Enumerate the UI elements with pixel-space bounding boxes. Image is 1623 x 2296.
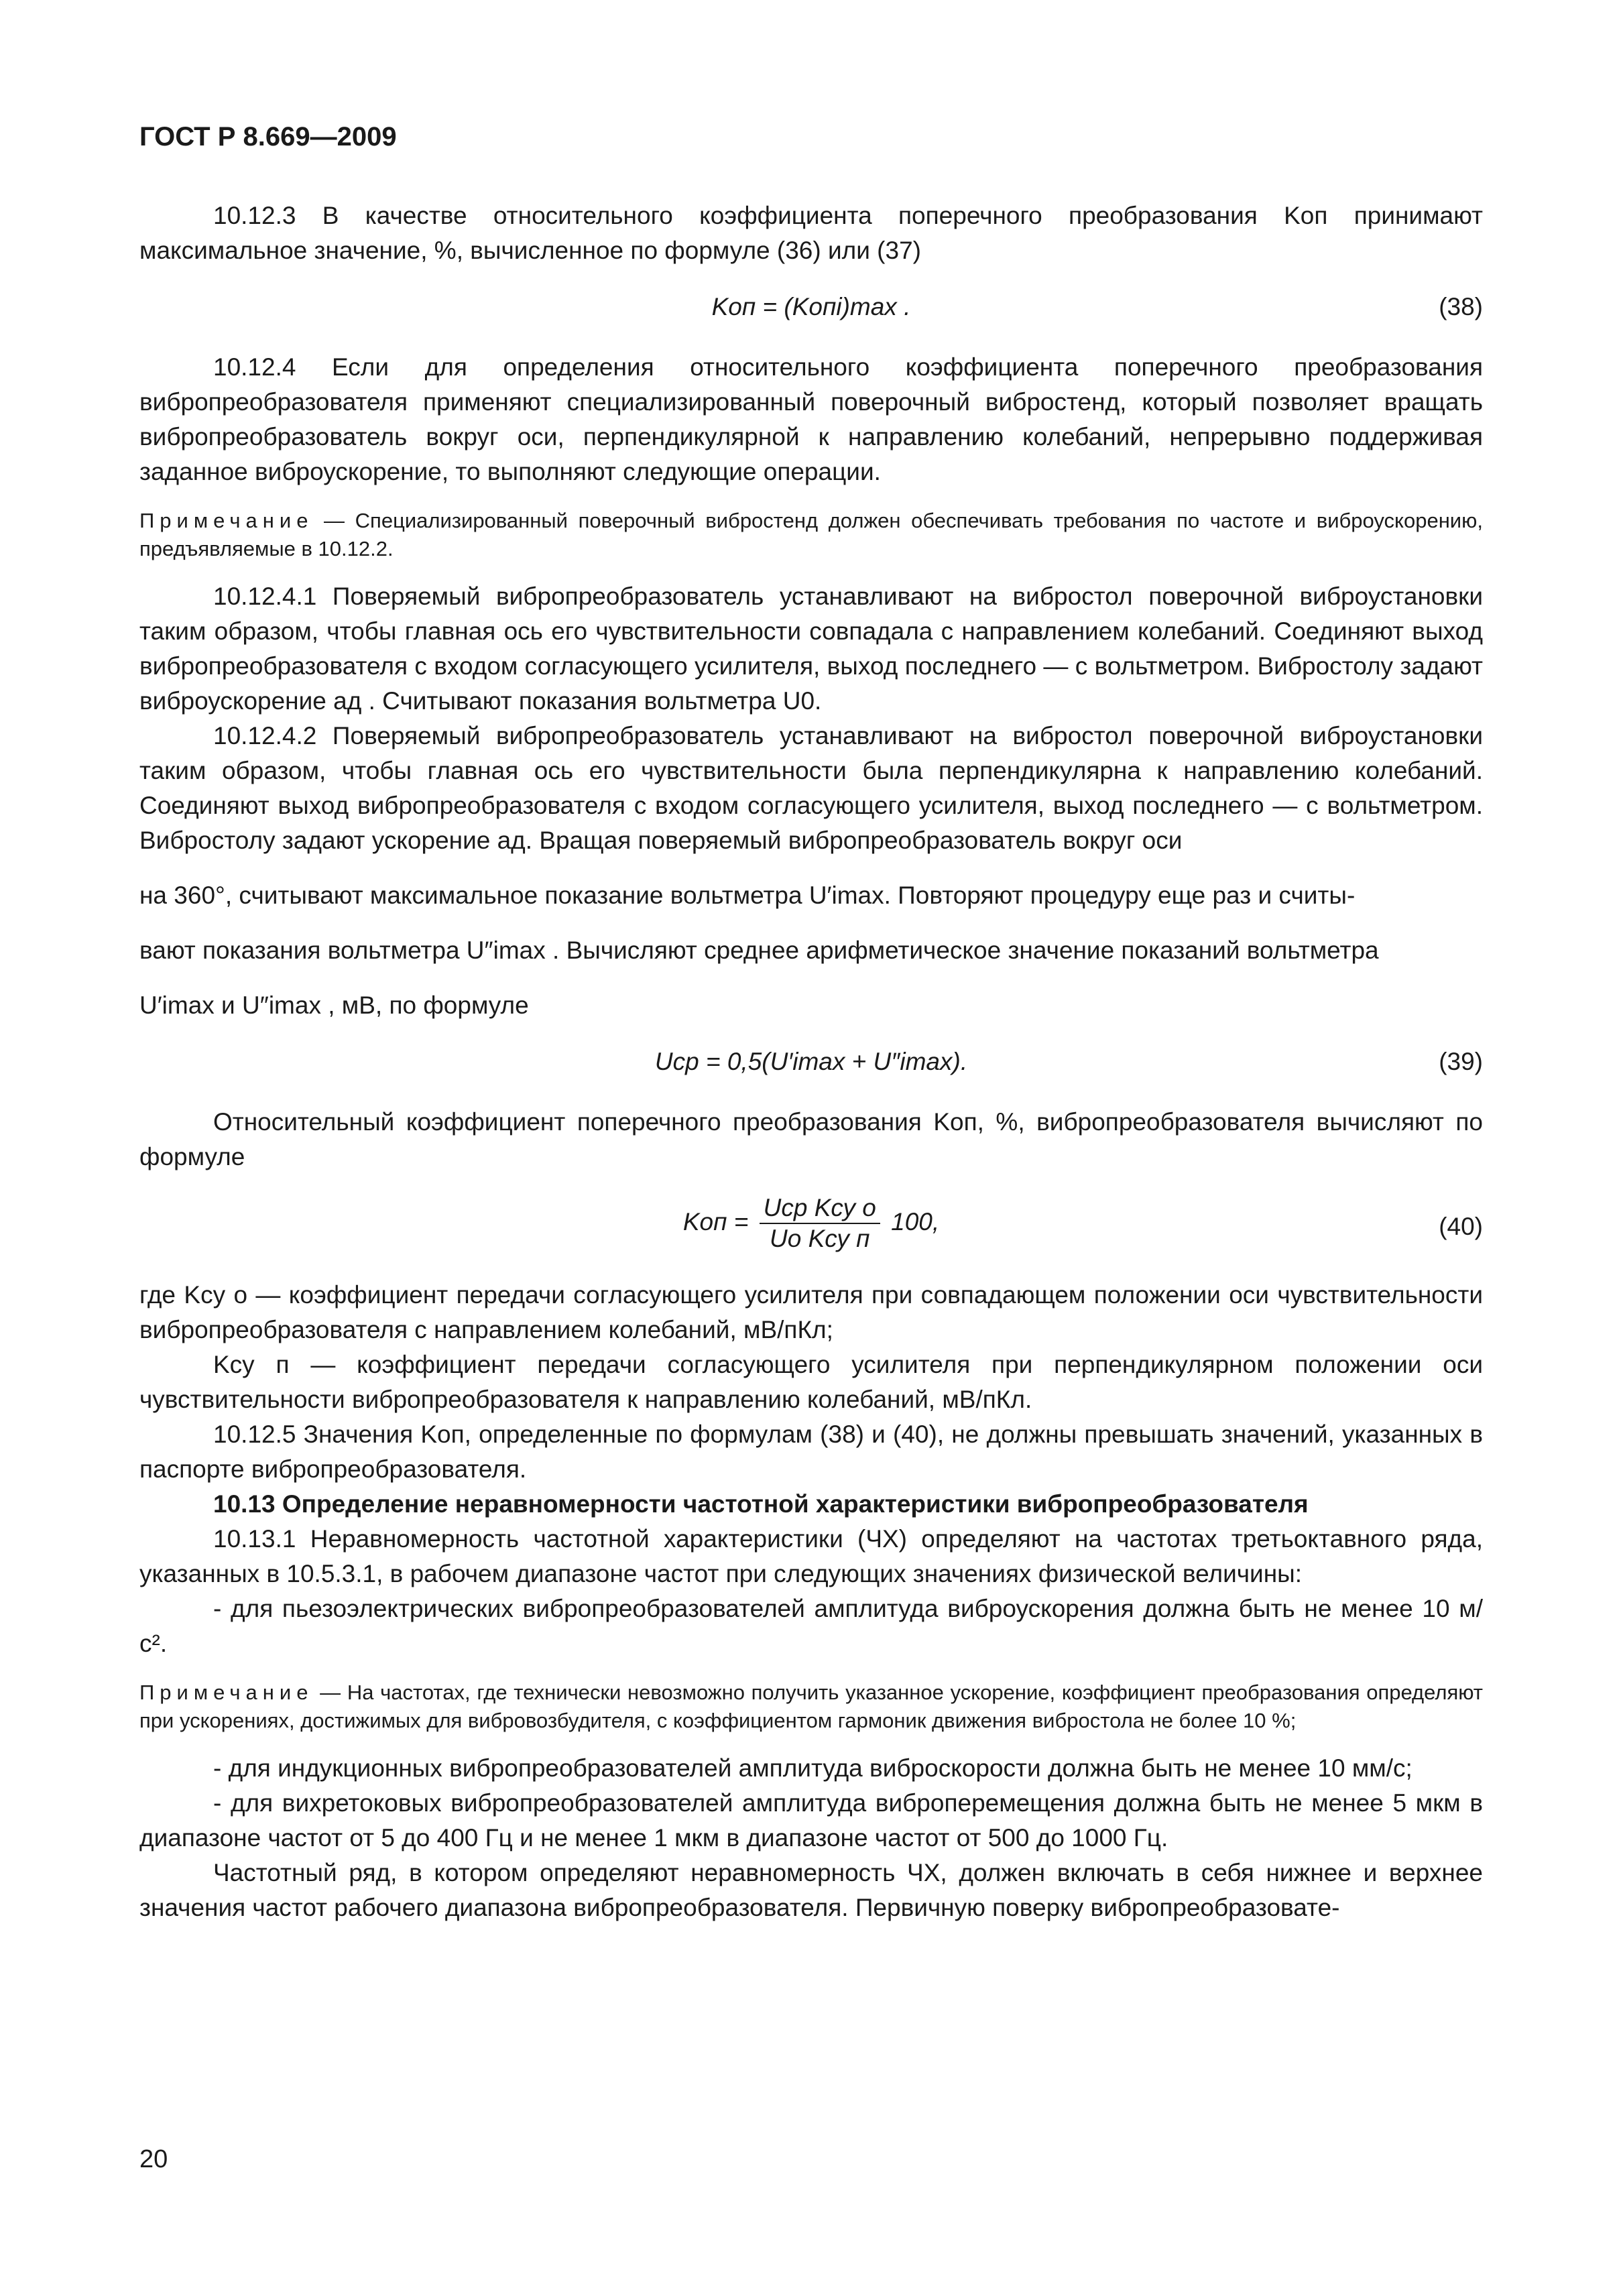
formula-39: [139, 1038, 1483, 1090]
note-1-text: — Специализированный поверочный вибростенд должен обеспечивать требования по частоте и виброускорению, предъявляемые в 10.12.2.: [139, 509, 1483, 560]
page-body: [139, 198, 1483, 1925]
list-item-induction: - для индукционных вибропреобразователей амплитуда виброскорости должна быть не менее 10 мм/с;: [213, 1754, 1412, 1782]
paragraph-10-12-5: 10.12.5 Значения Kоп, определенные по формулам (38) и (40), не должны превышать значений, указанных в паспорте вибропреобразователя.: [139, 1421, 1483, 1483]
formula-40-expression: [139, 1193, 1483, 1254]
formula-40-lhs: Kоп =: [682, 1207, 749, 1235]
paragraph-frequency-series: Частотный ряд, в котором определяют неравномерность ЧХ, должен включать в себя нижнее и верхнее значения частот рабочего диапазона вибропреобразователя. Первичную поверку вибропреобразовате-: [139, 1859, 1483, 1921]
note-1-label: Примечание: [139, 509, 314, 532]
formula-40-fraction: [760, 1193, 880, 1254]
list-item-piezoelectric: - для пьезоэлектрических вибропреобразователей амплитуда виброускорения должна быть не менее 10 м/с².: [139, 1595, 1483, 1657]
paragraph-10-13-1: 10.13.1 Неравномерность частотной характеристики (ЧХ) определяют на частотах третьоктавного ряда, указанных в 10.5.3.1, в рабочем диапазоне частот при следующих значениях физической величины:: [139, 1525, 1483, 1587]
paragraph-formula-intro: U′imax и U″imax , мВ, по формуле: [139, 991, 529, 1019]
page-number: 20: [139, 2145, 168, 2173]
note-1: [139, 507, 1483, 563]
paragraph-10-12-4-2: 10.12.4.2 Поверяемый вибропреобразователь устанавливают на вибростол поверочной виброустановки таким образом, чтобы главная ось его чувствительности была перпендикулярна к направлению колебаний. Соединяют выход вибропреобразователя с входом согласующего усилителя, выход последнего — с вольтметром. Вибростолу задают ускорение aд. Вращая поверяемый вибропреобразователь вокруг оси: [139, 722, 1483, 854]
paragraph-where-ksuo: где Kсу о — коэффициент передачи согласующего усилителя при совпадающем положении оси чувствительности вибропреобразователя с направлением колебаний, мВ/пКл;: [139, 1281, 1483, 1343]
paragraph-relative-coefficient: Относительный коэффициент поперечного преобразования Kоп, %, вибропреобразователя вычисляют по формуле: [139, 1108, 1483, 1170]
note-2-text: — На частотах, где технически невозможно получить указанное ускорение, коэффициент преобразования определяют при ускорениях, достижимых для вибровозбудителя, с коэффициентом гармоник движения вибростола не более 10 %;: [139, 1681, 1483, 1732]
note-2-label: Примечание: [139, 1681, 314, 1704]
paragraph-ksup: Kсу п — коэффициент передачи согласующего усилителя при перпендикулярном положении оси чувствительности вибропреобразователя к направлению колебаний, мВ/пКл.: [139, 1351, 1483, 1413]
note-2: [139, 1679, 1483, 1735]
formula-40-rhs: 100,: [891, 1207, 940, 1235]
paragraph-rotation: на 360°, считывают максимальное показание вольтметра U′imax. Повторяют процедуру еще раз и считы-: [139, 882, 1356, 909]
formula-39-number: (39): [1439, 1048, 1483, 1075]
formula-40: [139, 1189, 1483, 1263]
paragraph-10-12-3: 10.12.3 В качестве относительного коэффициента поперечного преобразования Kоп принимают максимальное значение, %, вычисленное по формуле (36) или (37): [139, 202, 1483, 264]
page-header: ГОСТ Р 8.669—2009: [139, 122, 397, 152]
formula-38-expression: Kоп = (Kопi)max .: [711, 293, 911, 320]
formula-38: [139, 283, 1483, 335]
paragraph-10-12-4: 10.12.4 Если для определения относительного коэффициента поперечного преобразования вибропреобразователя применяют специализированный поверочный вибростенд, который позволяет вращать вибропреобразователь вокруг оси, перпендикулярной к направлению колебаний, непрерывно поддерживая заданное виброускорение, то выполняют следующие операции.: [139, 353, 1483, 485]
formula-38-number: (38): [1439, 293, 1483, 320]
paragraph-readings: вают показания вольтметра U″imax . Вычисляют среднее арифметическое значение показаний вольтметра: [139, 936, 1379, 964]
paragraph-10-12-4-1: 10.12.4.1 Поверяемый вибропреобразователь устанавливают на вибростол поверочной виброустановки таким образом, чтобы главная ось его чувствительности совпадала с направлением колебаний. Соединяют выход вибропреобразователя с входом согласующего усилителя, выход последнего — с вольтметром. Вибростолу задают виброускорение aд . Считывают показания вольтметра U0.: [139, 583, 1483, 715]
formula-40-numerator: Uср Kсу о: [760, 1193, 880, 1224]
formula-40-denominator: Uо Kсу п: [770, 1225, 870, 1252]
list-item-eddy-current: - для вихретоковых вибропреобразователей амплитуда виброперемещения должна быть не менее 5 мкм в диапазоне частот от 5 до 400 Гц и не менее 1 мкм в диапазоне частот от 500 до 1000 Гц.: [139, 1789, 1483, 1852]
formula-40-number: (40): [1439, 1213, 1483, 1240]
formula-39-expression: Uср = 0,5(U′imax + U″imax).: [654, 1048, 968, 1075]
section-heading-10-13: 10.13 Определение неравномерности частотной характеристики вибропреобразователя: [213, 1490, 1309, 1518]
